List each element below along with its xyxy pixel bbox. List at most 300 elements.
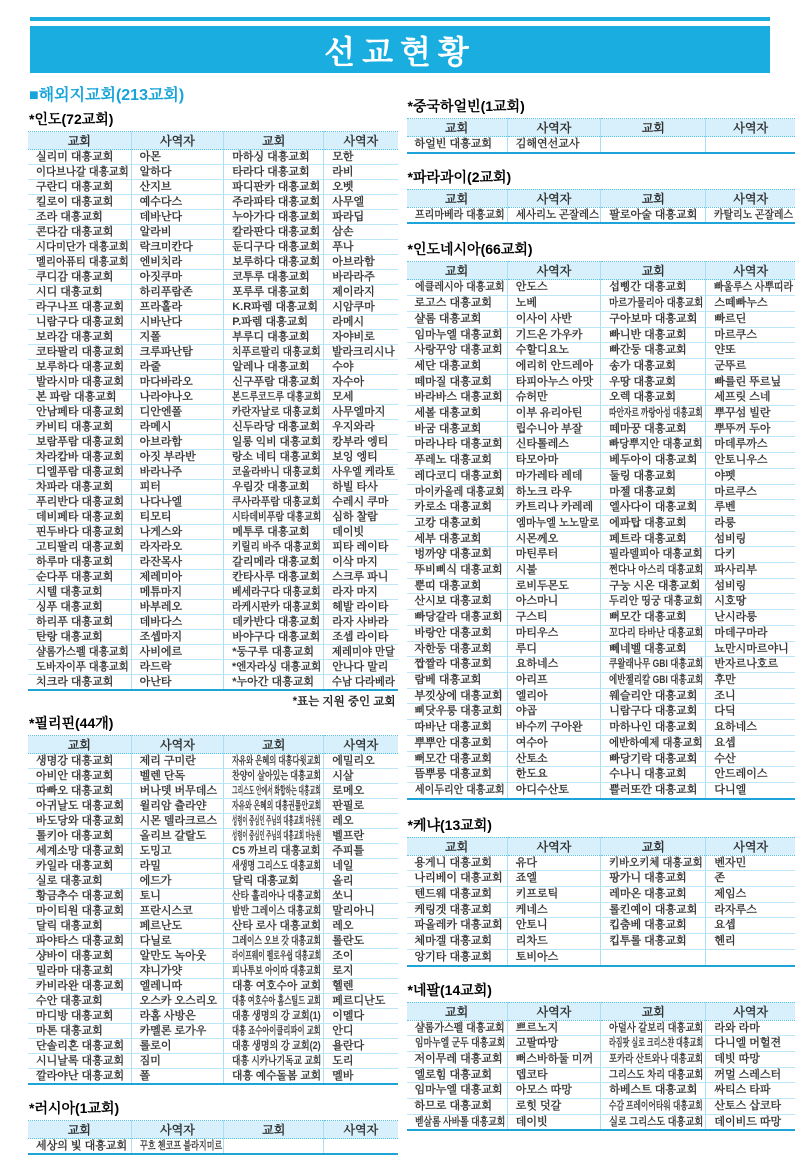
cell-text: 팡가니 대흥교회 bbox=[609, 872, 687, 885]
cell bbox=[224, 660, 324, 675]
cell bbox=[131, 1024, 224, 1039]
column-header: 교회 bbox=[28, 736, 131, 754]
cell bbox=[601, 500, 706, 516]
cell bbox=[224, 405, 324, 420]
cell-text: 바라바스 대흥교회 bbox=[414, 391, 503, 404]
table-row bbox=[407, 887, 795, 903]
table-row bbox=[28, 814, 398, 829]
cell-text: 코투루 대흥교회 bbox=[232, 271, 310, 283]
cell-text: 세계소망 대흥교회 bbox=[36, 845, 125, 857]
cell-text: 루벤 bbox=[714, 501, 736, 514]
cell bbox=[706, 531, 795, 547]
page-title: 선교현황 bbox=[324, 33, 476, 70]
table-row bbox=[28, 799, 398, 814]
cell-text: 둘링 대흥교회 bbox=[609, 469, 677, 482]
cell-text: 코타팔리 대흥교회 bbox=[36, 346, 125, 358]
cell bbox=[324, 814, 398, 829]
table-row bbox=[407, 327, 795, 343]
cell bbox=[224, 949, 324, 964]
cell bbox=[507, 887, 601, 903]
cell bbox=[601, 327, 706, 343]
table-row bbox=[28, 754, 398, 769]
cell-text: 롤킨예이 대흥교회 bbox=[609, 903, 698, 916]
cell bbox=[407, 918, 508, 934]
cell bbox=[706, 500, 795, 516]
cell bbox=[407, 374, 508, 390]
cell bbox=[131, 754, 224, 769]
cell-text: 라케시판카 대흥교회 bbox=[232, 601, 321, 613]
cell bbox=[324, 615, 398, 630]
table-row bbox=[28, 300, 398, 315]
cell-text: 콘다감 대흥교회 bbox=[36, 226, 114, 238]
cell-text: 이멜다 bbox=[332, 1010, 365, 1022]
cell-text: 파디판카 대흥교회 bbox=[232, 181, 321, 193]
cell bbox=[507, 374, 601, 390]
cell-text: 에드가 bbox=[139, 875, 172, 887]
cell bbox=[601, 311, 706, 327]
cell bbox=[131, 904, 224, 919]
cell bbox=[507, 672, 601, 688]
cell bbox=[324, 195, 398, 210]
cell bbox=[507, 547, 601, 563]
cell bbox=[324, 784, 398, 799]
cell-text: 마틴루터 bbox=[515, 548, 559, 561]
cell bbox=[601, 1083, 706, 1099]
cell-text: 김해연선교사 bbox=[515, 138, 580, 150]
cell bbox=[28, 615, 131, 630]
table-row bbox=[28, 525, 398, 540]
cell-text: 야곱 bbox=[515, 705, 537, 718]
cell bbox=[507, 500, 601, 516]
cell-text: 벙까양 대흥교회 bbox=[414, 548, 492, 561]
cell-text: 쁘르노지 bbox=[515, 1021, 559, 1034]
cell-text: 본 파람 대흥교회 bbox=[36, 391, 117, 403]
cell-text: 주피틀 bbox=[332, 845, 365, 857]
cell-text: 세이두리안 대흥교회 bbox=[414, 783, 505, 796]
cell bbox=[131, 994, 224, 1009]
cell-text: 시암쿠마 bbox=[332, 301, 375, 313]
cell bbox=[601, 453, 706, 469]
cell bbox=[131, 784, 224, 799]
cell-text: 파야타스 대흥교회 bbox=[36, 935, 125, 947]
cell-text: 시살 bbox=[332, 770, 354, 782]
cell bbox=[28, 660, 131, 675]
cell-text: 제임스 bbox=[714, 888, 747, 901]
cell-text: 조라 대흥교회 bbox=[36, 211, 103, 223]
cell bbox=[324, 345, 398, 360]
cell bbox=[28, 844, 131, 859]
table-row bbox=[407, 390, 795, 406]
paraguay-table bbox=[407, 189, 795, 225]
cell bbox=[407, 421, 508, 437]
cell bbox=[324, 600, 398, 615]
column-header: 교회 bbox=[224, 736, 324, 754]
cell bbox=[407, 547, 508, 563]
cell bbox=[131, 859, 224, 874]
cell bbox=[224, 859, 324, 874]
cell bbox=[601, 672, 706, 688]
cell bbox=[324, 540, 398, 555]
table-row bbox=[28, 345, 398, 360]
content-columns bbox=[0, 73, 800, 1155]
table-row bbox=[407, 1114, 795, 1130]
cell-text: 시디 대흥교회 bbox=[36, 286, 103, 298]
cell bbox=[131, 435, 224, 450]
cell-text: 그리스도 차리 대흥교회 bbox=[609, 1068, 704, 1081]
cell bbox=[706, 484, 795, 500]
cell-text: 쿠사라푸람 대흥교회 bbox=[232, 496, 321, 508]
cell-text: 버나뎃 버무데스 bbox=[139, 785, 218, 797]
cell-text: 피나투보 아이따 대흥교회 bbox=[232, 965, 322, 977]
russia-table bbox=[28, 1120, 398, 1155]
table-row bbox=[407, 672, 795, 688]
cell bbox=[131, 1139, 224, 1155]
cell-text: 조셉마지 bbox=[139, 631, 183, 643]
cell bbox=[28, 1139, 131, 1155]
table-row bbox=[407, 949, 795, 965]
cell bbox=[601, 934, 706, 950]
cell bbox=[28, 964, 131, 979]
cell-text: 라자 사바라 bbox=[332, 616, 389, 628]
table-row bbox=[28, 979, 398, 994]
cell-text: 대흥 시카나기독교 교회 bbox=[232, 1055, 322, 1067]
cell-text: 고티팔리 대흥교회 bbox=[36, 541, 125, 553]
table-row bbox=[407, 704, 795, 720]
table-row bbox=[28, 1054, 398, 1069]
cell bbox=[706, 453, 795, 469]
table-row bbox=[407, 871, 795, 887]
cell-text: 엔비치라 bbox=[139, 256, 183, 268]
cell-text: 카란자날로 대흥교회 bbox=[232, 406, 321, 418]
cell-text: 요하네스 bbox=[714, 721, 757, 734]
cell-text: 임마누엘 대흥교회 bbox=[414, 1084, 503, 1097]
cell bbox=[28, 465, 131, 480]
table-row bbox=[407, 1051, 795, 1067]
table-row bbox=[407, 531, 795, 547]
table-row bbox=[407, 374, 795, 390]
cell-text: 파올레카 대흥교회 bbox=[414, 919, 503, 932]
cell bbox=[324, 525, 398, 540]
header-row bbox=[407, 262, 795, 280]
table-row bbox=[28, 360, 398, 375]
cell-text: 이부 유리아틴 bbox=[515, 407, 583, 420]
cell-text: 예수다스 bbox=[139, 196, 183, 208]
cell-text: 카트리나 카레레 bbox=[515, 501, 594, 514]
column-header: 교회 bbox=[407, 1002, 508, 1020]
cell bbox=[324, 180, 398, 195]
cell bbox=[28, 1024, 131, 1039]
cell bbox=[507, 468, 601, 484]
cell bbox=[324, 874, 398, 889]
table-row bbox=[28, 675, 398, 691]
cell-text: 바부레오 bbox=[139, 601, 183, 613]
cell bbox=[706, 855, 795, 871]
cell bbox=[407, 468, 508, 484]
cell-text: 락크미칸다 bbox=[139, 241, 193, 253]
cell bbox=[407, 704, 508, 720]
cell bbox=[706, 374, 795, 390]
cell bbox=[407, 902, 508, 918]
cell-text: 아난타 bbox=[139, 676, 172, 688]
cell bbox=[324, 150, 398, 165]
cell-text: 마하싱 대흥교회 bbox=[232, 151, 310, 163]
cell-text: P.파렘 대흥교회 bbox=[232, 316, 309, 328]
cell-text: 텐드웨 대흥교회 bbox=[414, 888, 492, 901]
cell-text: 카일라 대흥교회 bbox=[36, 860, 114, 872]
cell bbox=[131, 510, 224, 525]
cell-text: 뿌뿌안 대흥교회 bbox=[414, 736, 492, 749]
cell-text: 푸레노 대흥교회 bbox=[414, 454, 492, 467]
cell bbox=[507, 704, 601, 720]
header-row bbox=[407, 119, 795, 137]
cell-text: 대흥 예수돌봄 교회 bbox=[232, 1070, 322, 1082]
table-row bbox=[407, 735, 795, 751]
cell bbox=[324, 844, 398, 859]
cell bbox=[706, 280, 795, 296]
cell-text: 케링겟 대흥교회 bbox=[414, 903, 492, 916]
table-heading-kenya: *케냐(13교회) bbox=[407, 816, 492, 833]
cell-text: 하리푸 대흥교회 bbox=[36, 616, 114, 628]
cell bbox=[706, 358, 795, 374]
cell bbox=[407, 1083, 508, 1099]
cell-text: 아디수산토 bbox=[515, 783, 569, 796]
cell bbox=[131, 255, 224, 270]
cell bbox=[706, 918, 795, 934]
cell-text: 스떼빠누스 bbox=[714, 297, 768, 310]
cell-text: 시바난다 bbox=[139, 316, 183, 328]
cell bbox=[507, 1083, 601, 1099]
cell-text: 바수끼 구아완 bbox=[515, 721, 583, 734]
cell-text: 신타톨레스 bbox=[515, 438, 569, 451]
cell bbox=[224, 300, 324, 315]
cell-text: 알라비 bbox=[139, 226, 172, 238]
table-row bbox=[407, 751, 795, 767]
cell-text: 뻐모간 대흥교회 bbox=[414, 752, 492, 765]
table-heading-china: *중국하얼빈(1교회) bbox=[407, 98, 525, 114]
table-row bbox=[28, 330, 398, 345]
cell-text: 일롱 익비 대흥교회 bbox=[232, 436, 322, 448]
cell bbox=[507, 1067, 601, 1083]
column-header: 교회 bbox=[224, 1121, 324, 1139]
cell bbox=[601, 625, 706, 641]
cell bbox=[324, 769, 398, 784]
cell-text: 보루하다 대흥교회 bbox=[232, 256, 321, 268]
header-row bbox=[407, 837, 795, 855]
cell-text: 송가 대흥교회 bbox=[609, 359, 677, 372]
cell bbox=[224, 555, 324, 570]
cell bbox=[28, 979, 131, 994]
cell-text: 라짐팟 실로 크리스챤 대흥교회 bbox=[609, 1037, 704, 1050]
cell bbox=[131, 1039, 224, 1054]
cell-text: 아몬 bbox=[139, 151, 161, 163]
cell bbox=[28, 510, 131, 525]
nepal-table bbox=[407, 1002, 795, 1132]
cell-text: 벧살롬 사바톨 대흥교회 bbox=[414, 1115, 505, 1128]
cell bbox=[407, 625, 508, 641]
table-row bbox=[407, 1067, 795, 1083]
table-heading-nepal: *네팔(14교회) bbox=[407, 981, 492, 998]
cell-text: 라메시 bbox=[139, 421, 172, 433]
cell bbox=[28, 180, 131, 195]
column-header: 사역자 bbox=[507, 189, 601, 207]
cell-text: 니람구다 대흥교회 bbox=[36, 316, 125, 328]
cell-text: 마라나타 대흥교회 bbox=[414, 438, 503, 451]
table-row bbox=[28, 630, 398, 645]
cell-text: 떼마질 대흥교회 bbox=[414, 375, 492, 388]
cell-text: 자한둥 대흥교회 bbox=[414, 642, 492, 655]
table-row bbox=[407, 641, 795, 657]
cell-text: 꼬다리 타바난 대흥교회 bbox=[609, 626, 704, 639]
header-row bbox=[407, 189, 795, 207]
cell bbox=[706, 887, 795, 903]
table-heading-indonesia: *인도네시아(66교회) bbox=[407, 241, 533, 258]
cell-text: 뻐모간 대흥교회 bbox=[609, 611, 687, 624]
cell-text: 아스마니 bbox=[515, 595, 559, 608]
cell bbox=[324, 1009, 398, 1024]
cell bbox=[324, 889, 398, 904]
table-row bbox=[28, 450, 398, 465]
cell-text: 라드락 bbox=[139, 661, 172, 673]
cell-text: 나라야나오 bbox=[139, 391, 193, 403]
cell bbox=[601, 1114, 706, 1130]
cell-text: 도바자이푸 대흥교회 bbox=[36, 661, 129, 673]
cell-text: 라룽 bbox=[714, 516, 736, 529]
cell-text: 로고스 대흥교회 bbox=[414, 297, 492, 310]
cell-text: 수할디요노 bbox=[515, 344, 569, 357]
cell bbox=[706, 720, 795, 736]
cell-text: 레오 bbox=[332, 920, 354, 932]
cell-text: 페르난도 bbox=[139, 920, 183, 932]
table-heading-paraguay: *파라과이(2교회) bbox=[407, 168, 512, 185]
cell bbox=[131, 814, 224, 829]
cell-text: 라밀 bbox=[139, 860, 161, 872]
cell bbox=[601, 358, 706, 374]
cell bbox=[28, 769, 131, 784]
table-row bbox=[28, 1139, 398, 1155]
cell bbox=[224, 1009, 324, 1024]
cell-text: 말리아니 bbox=[332, 905, 375, 917]
cell-text: 핀두바다 대흥교회 bbox=[36, 526, 125, 538]
cell-text: 토니 bbox=[139, 890, 161, 902]
cell-text: 이다브나갈 대흥교회 bbox=[36, 166, 129, 178]
cell-text: 캉부라 엥티 bbox=[332, 436, 389, 448]
cell bbox=[131, 240, 224, 255]
table-row bbox=[28, 435, 398, 450]
cell bbox=[706, 137, 795, 153]
cell-text: 떼마꿍 대흥교회 bbox=[609, 422, 687, 435]
cell bbox=[131, 360, 224, 375]
cell-text: 안토니 bbox=[515, 919, 548, 932]
cell-text: 수야 bbox=[332, 361, 354, 373]
table-heading-russia: *러시아(1교회) bbox=[29, 1100, 120, 1116]
cell-text: 안도스 bbox=[515, 281, 548, 294]
cell-text: 발라시마 대흥교회 bbox=[36, 376, 125, 388]
column-header: 교회 bbox=[407, 189, 508, 207]
cell-text: 제레미아 bbox=[139, 571, 183, 583]
cell-text: 뿌뚜꺼 두아 bbox=[714, 422, 771, 435]
cell bbox=[224, 240, 324, 255]
cell bbox=[28, 315, 131, 330]
cell bbox=[407, 672, 508, 688]
cell-text: 빠당뿌지안 대흥교회 bbox=[609, 438, 703, 451]
cell bbox=[324, 270, 398, 285]
cell bbox=[324, 994, 398, 1009]
column-header: 교회 bbox=[601, 189, 706, 207]
cell-text: 순다푸 대흥교회 bbox=[36, 571, 114, 583]
cell bbox=[131, 450, 224, 465]
cell-text: 피타 레이타 bbox=[332, 541, 389, 553]
cell bbox=[28, 480, 131, 495]
column-header: 사역자 bbox=[507, 1002, 601, 1020]
india-table bbox=[28, 131, 398, 691]
cell bbox=[407, 767, 508, 783]
cell bbox=[324, 570, 398, 585]
table-row bbox=[407, 343, 795, 359]
table-row bbox=[407, 1099, 795, 1115]
cell-text: 이사이 사반 bbox=[515, 312, 572, 325]
cell-text: 군뚜르 bbox=[714, 359, 747, 372]
cell bbox=[131, 844, 224, 859]
table-row bbox=[407, 484, 795, 500]
cell bbox=[407, 437, 508, 453]
cell bbox=[28, 754, 131, 769]
cell-text: 라홈 사방은 bbox=[139, 1010, 196, 1022]
cell bbox=[706, 782, 795, 798]
cell bbox=[131, 150, 224, 165]
cell bbox=[324, 330, 398, 345]
cell-text: 섬비링 bbox=[714, 579, 747, 592]
table-row bbox=[28, 420, 398, 435]
cell bbox=[601, 421, 706, 437]
cell bbox=[28, 1054, 131, 1069]
cell-text: 마르가물리아 대흥교회 bbox=[609, 297, 704, 310]
cell-text: 사우엘 케라토 bbox=[332, 466, 395, 478]
table-row bbox=[28, 255, 398, 270]
cell bbox=[324, 435, 398, 450]
cell-text: 크루파난탐 bbox=[139, 346, 193, 358]
section-header: ■해외지교회(213교회) bbox=[29, 87, 185, 104]
cell-text: *둥구루 대흥교회 bbox=[232, 646, 314, 658]
cell bbox=[131, 285, 224, 300]
cell bbox=[507, 657, 601, 673]
cell bbox=[706, 1099, 795, 1115]
cell-text: 사비에르 bbox=[139, 646, 183, 658]
cell bbox=[28, 390, 131, 405]
table-row bbox=[28, 390, 398, 405]
table-row bbox=[407, 280, 795, 296]
cell bbox=[131, 979, 224, 994]
cell bbox=[131, 675, 224, 691]
table-row bbox=[28, 934, 398, 949]
cell-text: 바랑안 대흥교회 bbox=[414, 626, 492, 639]
cell-text: 시불 bbox=[515, 564, 537, 577]
cell-text: 킵투롤 대흥교회 bbox=[609, 935, 687, 948]
cell-text: 마데루까스 bbox=[714, 438, 768, 451]
cell-text: 빠니반 대흥교회 bbox=[609, 328, 687, 341]
cell-text: 페트라 대흥교회 bbox=[609, 532, 687, 545]
cell bbox=[224, 360, 324, 375]
cell-text: 키바오키체 대흥교회 bbox=[609, 856, 703, 869]
cell bbox=[324, 390, 398, 405]
cell-text: 에리히 안드레아 bbox=[515, 359, 594, 372]
cell-text: 후만 bbox=[714, 673, 736, 686]
table-row bbox=[407, 437, 795, 453]
cell-text: 디엘푸람 대흥교회 bbox=[36, 466, 125, 478]
cell bbox=[706, 207, 795, 223]
cell-text: 슈허만 bbox=[515, 391, 548, 404]
cell-text: 빠당기락 대흥교회 bbox=[609, 752, 698, 765]
cell bbox=[28, 799, 131, 814]
